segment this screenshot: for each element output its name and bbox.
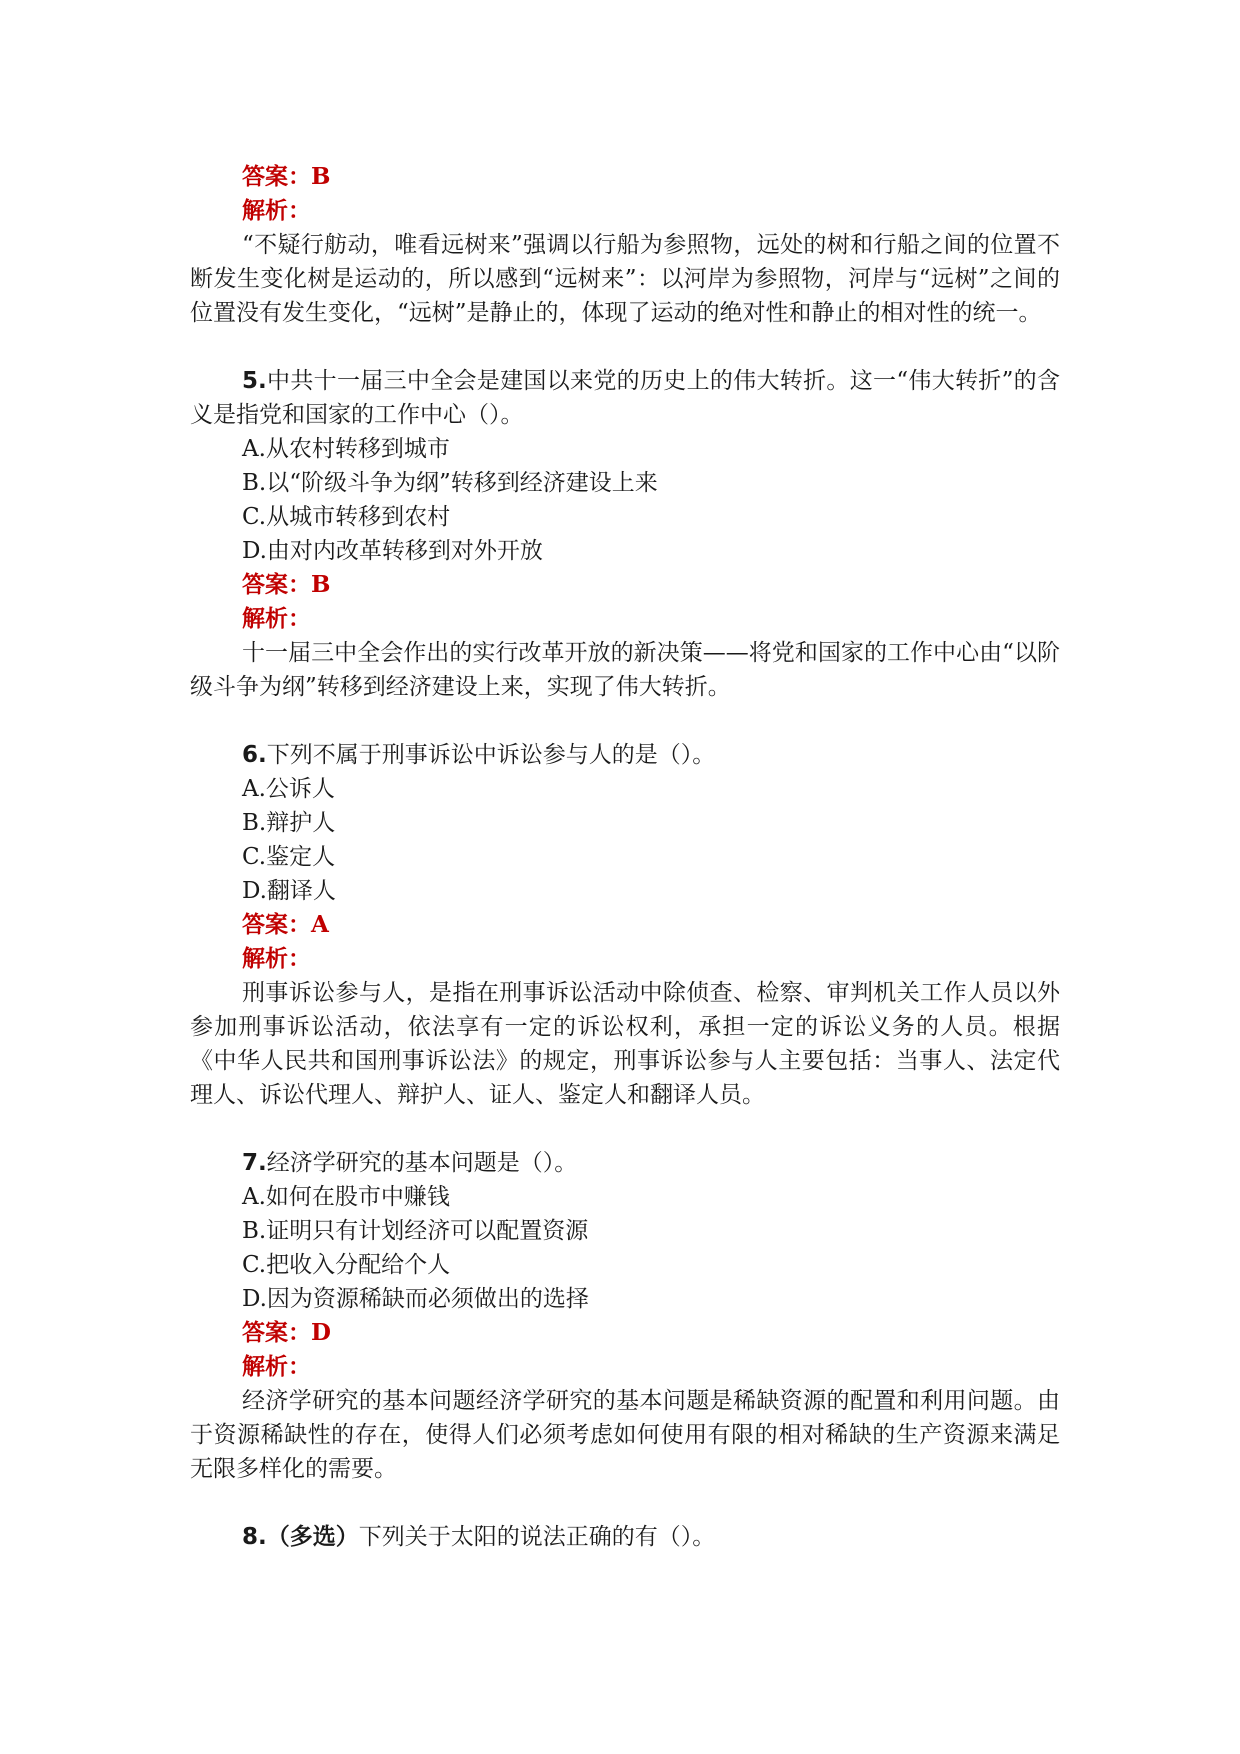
option-d: D.由对内改革转移到对外开放 [242,538,543,564]
option-b: B.证明只有计划经济可以配置资源 [242,1218,589,1244]
answer-label: 答案： [242,911,311,938]
question-text: 经济学研究的基本问题是（）。 [266,1150,578,1176]
option-b: B.以“阶级斗争为纲”转移到经济建设上来 [242,470,658,496]
option-b: B.辩护人 [242,810,336,836]
question-stem [190,1520,1060,1554]
answer-line [190,160,1060,194]
option-d: D.因为资源稀缺而必须做出的选择 [242,1286,589,1312]
question-number: 5. [242,368,267,394]
option-a: A.公诉人 [242,776,335,802]
multi-select-tag: （多选） [266,1523,359,1550]
option-c: C.从城市转移到农村 [242,504,451,530]
analysis-label: 解析： [242,1353,311,1380]
question-stem [190,738,1060,772]
spacer [190,1112,1060,1146]
option-a: A.如何在股市中赚钱 [242,1184,450,1210]
spacer [190,330,1060,364]
spacer [190,1486,1060,1520]
question-8 [190,1520,1060,1554]
option-d: D.翻译人 [242,878,336,904]
analysis-text: 经济学研究的基本问题经济学研究的基本问题是稀缺资源的配置和利用问题。由于资源稀缺性的存在，使得人们必须考虑如何使用有限的相对稀缺的生产资源来满足无限多样化的需要。 [190,1388,1060,1482]
analysis-label: 解析： [242,945,311,972]
answer-value: D [311,1319,331,1346]
document-page [190,160,1060,1554]
answer-label: 答案： [242,571,311,598]
answer-line [190,908,1060,942]
question-number: 6. [242,742,267,768]
question-5 [190,364,1060,704]
answer-line [190,1316,1060,1350]
question-4-tail [190,160,1060,330]
answer-label: 答案： [242,1319,311,1346]
analysis-label: 解析： [242,605,311,632]
question-text: 下列不属于刑事诉讼中诉讼参与人的是（）。 [266,742,716,768]
answer-value: B [311,163,331,190]
analysis-label: 解析： [242,197,311,224]
question-number: 7. [242,1150,267,1176]
answer-value: A [311,911,329,938]
answer-value: B [311,571,331,598]
analysis-text: 刑事诉讼参与人，是指在刑事诉讼活动中除侦查、检察、审判机关工作人员以外参加刑事诉讼活动，依法享有一定的诉讼权利，承担一定的诉讼义务的人员。根据《中华人民共和国刑事诉讼法》的规定，刑事诉讼参与人主要包括：当事人、法定代理人、诉讼代理人、辩护人、证人、鉴定人和翻译人员。 [190,980,1060,1108]
analysis-text: 十一届三中全会作出的实行改革开放的新决策——将党和国家的工作中心由“以阶级斗争为纲”转移到经济建设上来，实现了伟大转折。 [190,640,1060,700]
answer-line [190,568,1060,602]
option-a: A.从农村转移到城市 [242,436,450,462]
question-stem [190,1146,1060,1180]
question-text: 下列关于太阳的说法正确的有（）。 [358,1524,716,1550]
analysis-text: “不疑行舫动，唯看远树来”强调以行船为参照物，远处的树和行船之间的位置不断发生变化树是运动的，所以感到“远树来”：以河岸为参照物，河岸与“远树”之间的位置没有发生变化，“远树”是静止的，体现了运动的绝对性和静止的相对性的统一。 [190,232,1060,326]
question-number: 8. [242,1524,267,1550]
question-6 [190,738,1060,1112]
option-c: C.把收入分配给个人 [242,1252,451,1278]
spacer [190,704,1060,738]
question-text: 中共十一届三中全会是建国以来党的历史上的伟大转折。这一“伟大转折”的含义是指党和国家的工作中心（）。 [190,368,1060,428]
answer-label: 答案： [242,163,311,190]
question-7 [190,1146,1060,1486]
question-stem [190,364,1060,432]
option-c: C.鉴定人 [242,844,336,870]
